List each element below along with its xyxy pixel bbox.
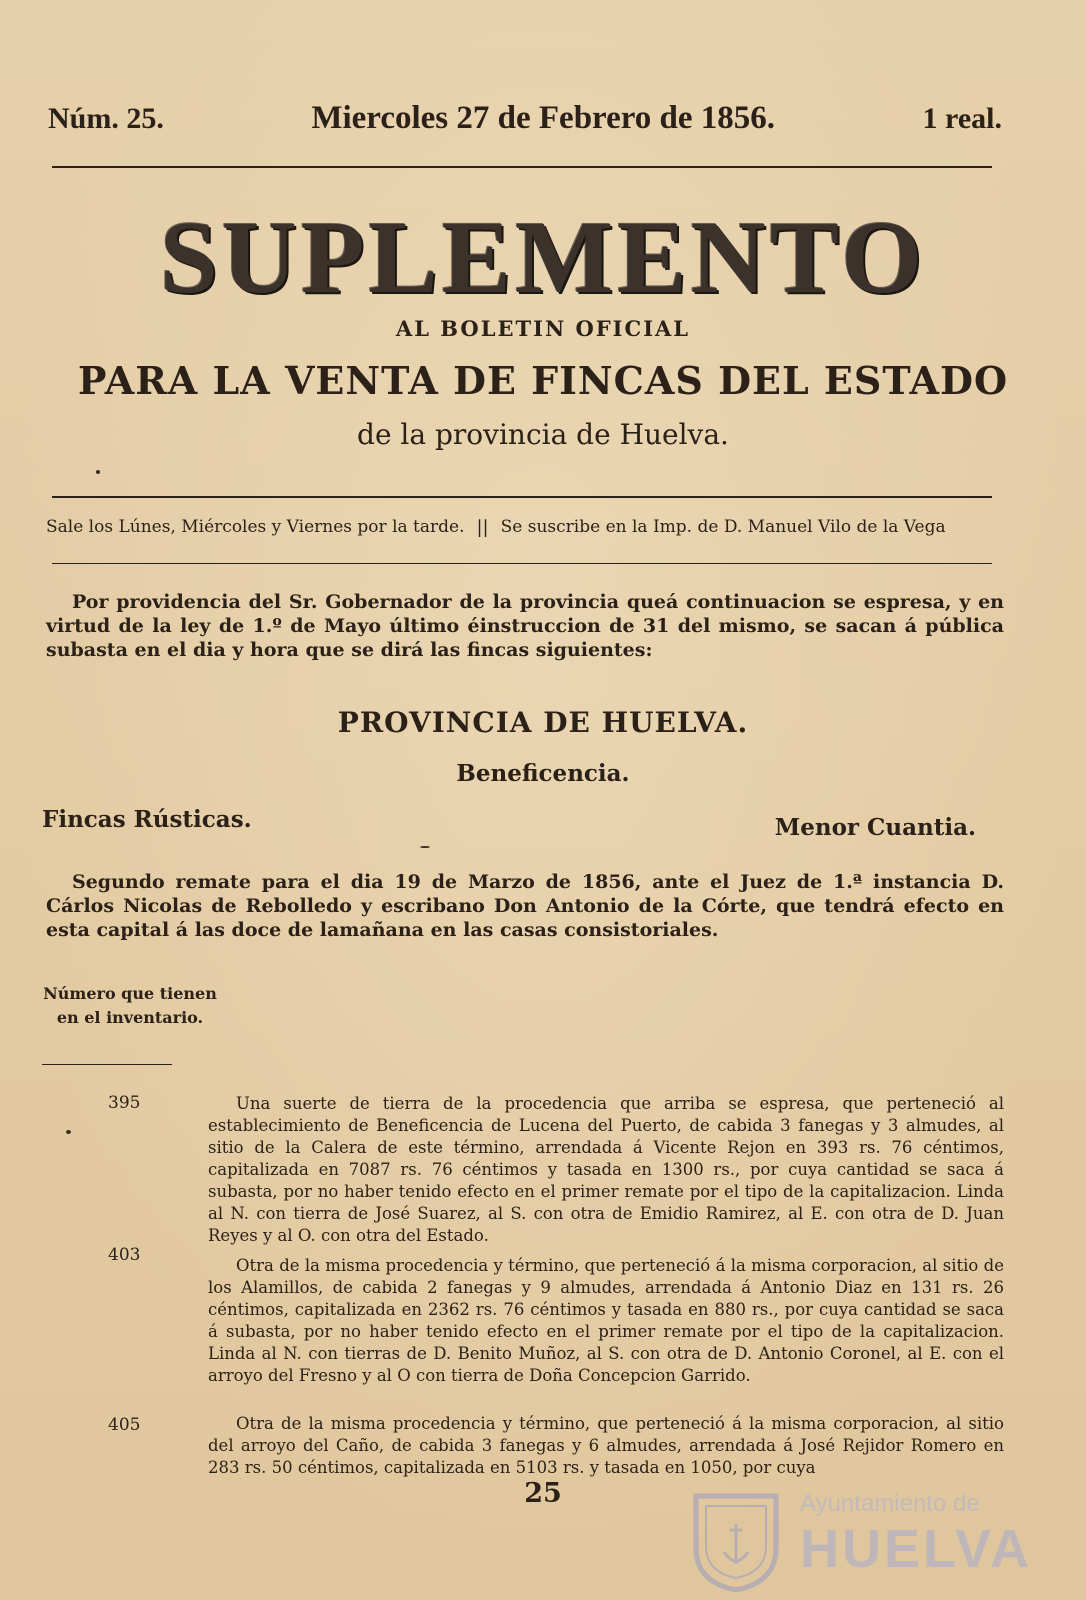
issue-number: Núm. 25.	[48, 102, 164, 135]
entry-text: Otra de la misma procedencia y término, que perteneció á la misma corporacion, al sitio de los Alamillos, de cabida 2 fanegas y 9 almudes, arrendada á Antonio Diaz en 131 rs. 26 céntimos, capitalizada en 2362 rs. 76 céntimos y tasada en 880 rs., por cuya cantidad se saca á subasta, por no haber tenido efecto en el primer remate por el tipo de la capitalizacion. Linda al N. con tierras de D. Benito Muñoz, al S. con otra de D. Antonio Coronel, al E. con el arroyo del Fresno y al O con tierra de Doña Concepcion Garrido.	[208, 1256, 1004, 1385]
intro-paragraph: Por providencia del Sr. Gobernador de la provincia queá continuacion se espresa, y en virtud de la ley de 1.º de Mayo último éinstruccion de 31 del mismo, se sacan á pública subasta en el dia y hora que se dirá las fincas siguientes:	[46, 591, 1004, 661]
bottom-divider	[52, 563, 992, 564]
category-right: Menor Cuantia.	[774, 814, 976, 841]
column-rule	[42, 1064, 172, 1065]
ink-speck	[96, 470, 100, 474]
remate-paragraph: Segundo remate para el dia 19 de Marzo de 1856, ante el Juez de 1.ª instancia D. Cárlos Nicolas de Rebolledo y escribano Don Antonio de la Córte, que tendrá efecto en esta capital á las doce de lamañana en las casas consistoriales.	[46, 871, 1004, 941]
watermark-line2: HUELVA	[800, 1519, 1032, 1579]
header-rule	[52, 166, 992, 168]
entry-number: 403	[108, 1245, 141, 1265]
coat-of-arms-icon	[690, 1490, 782, 1594]
page-number: 25	[524, 1478, 562, 1509]
masthead-header	[48, 100, 1002, 144]
top-divider	[52, 496, 992, 498]
publication-schedule: Sale los Lúnes, Miércoles y Viernes por la tarde.	[46, 517, 465, 537]
entry-text: Una suerte de tierra de la procedencia que arriba se espresa, que perteneció al establecimiento de Beneficencia de Lucena del Puerto, de cabida 3 fanegas y 3 almudes, al sitio de la Calera de este término, arrendada á Vicente Rejon en 393 rs. 76 céntimos, capitalizada en 7087 rs. 76 céntimos y tasada en 1300 rs., por cuya cantidad se saca á subasta, por no haber tenido efecto en el primer remate por el tipo de la capitalizacion. Linda al N. con tierra de José Suarez, al S. con otra de Emidio Ramirez, al E. con otra de D. Juan Reyes y al O. con otra del Estado.	[208, 1094, 1004, 1245]
issue-date: Miercoles 27 de Febrero de 1856.	[311, 100, 776, 136]
column-header: Número que tienen en el inventario.	[43, 984, 217, 1027]
entry-number: 395	[108, 1093, 141, 1113]
ink-speck	[420, 846, 430, 848]
province-heading: PROVINCIA DE HUELVA.	[337, 706, 749, 739]
subtitle-venta: PARA LA VENTA DE FINCAS DEL ESTADO	[77, 358, 1009, 403]
entry-number: 405	[108, 1415, 141, 1435]
ink-speck	[66, 1130, 71, 1134]
page-title: SUPLEMENTO	[159, 200, 927, 315]
issue-price: 1 real.	[922, 102, 1002, 135]
subtitle-boletin: AL BOLETIN OFICIAL	[395, 316, 691, 341]
subtitle-provincia: de la provincia de Huelva.	[357, 418, 729, 451]
publication-subscription: Se suscribe en la Imp. de D. Manuel Vilo de la Vega	[500, 517, 946, 537]
section-heading: Beneficencia.	[456, 760, 630, 787]
watermark-line1: Ayuntamiento de	[800, 1490, 980, 1517]
publication-info	[46, 517, 1004, 538]
watermark-stamp	[690, 1490, 1032, 1590]
entry-text: Otra de la misma procedencia y término, que perteneció á la misma corporacion, al sitio del arroyo del Caño, de cabida 3 fanegas y 6 almudes, arrendada á José Rejidor Romero en 283 rs. 50 céntimos, capitalizada en 5103 rs. y tasada en 1050, por cuya	[208, 1414, 1004, 1477]
publication-separator: ||	[476, 517, 489, 538]
category-left: Fincas Rústicas.	[42, 806, 252, 833]
